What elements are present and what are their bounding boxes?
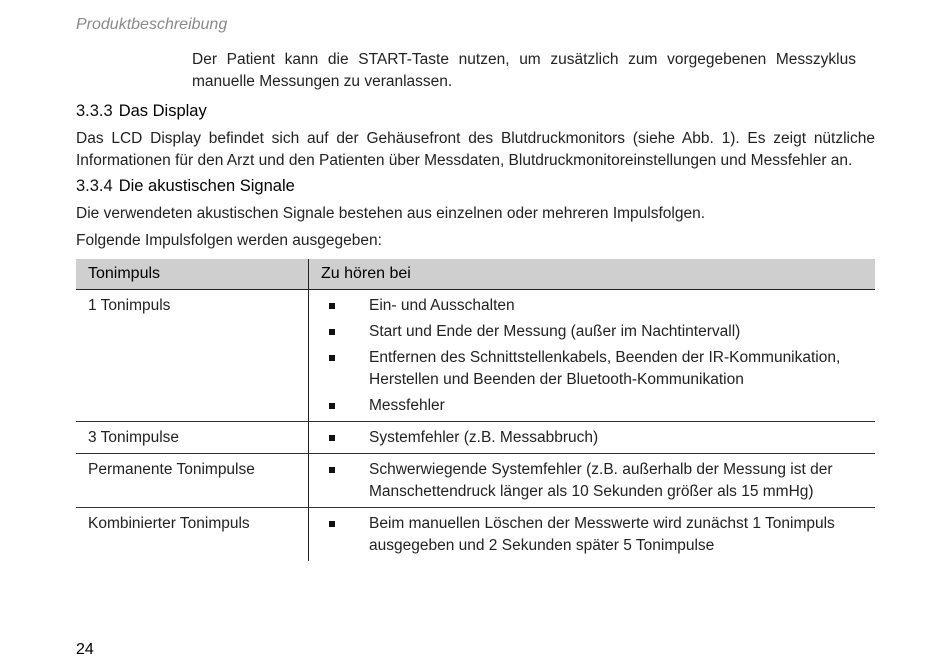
bullet-icon (329, 467, 335, 473)
display-paragraph: Das LCD Display befindet sich auf der Gehäusefront des Blutdruckmonitors (siehe Abb. 1). Es zeigt nützliche Informationen für den Arzt und den Patienten über Messdaten, Blutdruckmonitoreinstellungen und Messfehler an. (76, 130, 875, 169)
signals-table (76, 259, 875, 561)
bullet-icon (329, 521, 335, 527)
occurrence-cell (309, 454, 876, 508)
section-title: Das Display (118, 102, 207, 120)
occurrence-list (321, 459, 863, 503)
list-item-text: Systemfehler (z.B. Messabbruch) (369, 429, 599, 446)
table-row (76, 508, 875, 562)
section-title: Die akustischen Signale (118, 177, 295, 195)
table-row (76, 454, 875, 508)
list-item-text: Ein- und Ausschalten (369, 297, 515, 314)
bullet-icon (329, 329, 335, 335)
section-number: 3.3.3 (76, 102, 113, 120)
bullet-icon (329, 303, 335, 309)
bullet-icon (329, 355, 335, 361)
occurrence-list (321, 427, 863, 449)
table-row (76, 422, 875, 454)
list-item-text: Beim manuellen Löschen der Messwerte wird zunächst 1 Tonimpuls ausgegeben und 2 Sekunden später 5 Tonimpulse (369, 515, 835, 554)
list-item (321, 459, 863, 503)
list-item (321, 321, 863, 343)
list-item-text: Schwerwiegende Systemfehler (z.B. außerhalb der Messung ist der Manschettendruck länger als 10 Sekunden größer als 15 mmHg) (369, 461, 833, 500)
table-header-tone: Tonimpuls (76, 259, 309, 290)
list-item-text: Messfehler (369, 397, 445, 414)
list-item (321, 395, 863, 417)
occurrence-cell (309, 508, 876, 562)
section-number: 3.3.4 (76, 177, 113, 195)
list-item (321, 427, 863, 449)
tone-label: Kombinierter Tonimpuls (76, 508, 309, 562)
occurrence-cell (309, 422, 876, 454)
bullet-icon (329, 435, 335, 441)
bullet-icon (329, 403, 335, 409)
list-item (321, 295, 863, 317)
section-heading-acoustic-signals (76, 177, 295, 196)
intro-paragraph: Der Patient kann die START-Taste nutzen, um zusätzlich zum vorgegebenen Messzyklus manuelle Messungen zu veranlassen. (192, 51, 856, 90)
occurrence-cell (309, 290, 876, 422)
occurrence-list (321, 513, 863, 557)
list-item-text: Start und Ende der Messung (außer im Nachtintervall) (369, 323, 741, 340)
section-heading-display (76, 102, 207, 121)
acoustic-paragraph: Die verwendeten akustischen Signale bestehen aus einzelnen oder mehreren Impulsfolgen. (76, 205, 706, 222)
running-header: Produktbeschreibung (76, 16, 228, 33)
tone-label: 3 Tonimpulse (76, 422, 309, 454)
table-row (76, 290, 875, 422)
table-header-occurs: Zu hören bei (309, 259, 876, 290)
list-item (321, 347, 863, 391)
list-item (321, 513, 863, 557)
tone-label: 1 Tonimpuls (76, 290, 309, 422)
table-header-row (76, 259, 875, 290)
occurrence-list (321, 295, 863, 417)
list-item-text: Entfernen des Schnittstellenkabels, Beenden der IR-Kommunikation, Herstellen und Beenden der Bluetooth-Kommunikation (369, 349, 841, 388)
page-number: 24 (76, 641, 94, 658)
acoustic-list-intro: Folgende Impulsfolgen werden ausgegeben: (76, 232, 382, 249)
tone-label: Permanente Tonimpulse (76, 454, 309, 508)
